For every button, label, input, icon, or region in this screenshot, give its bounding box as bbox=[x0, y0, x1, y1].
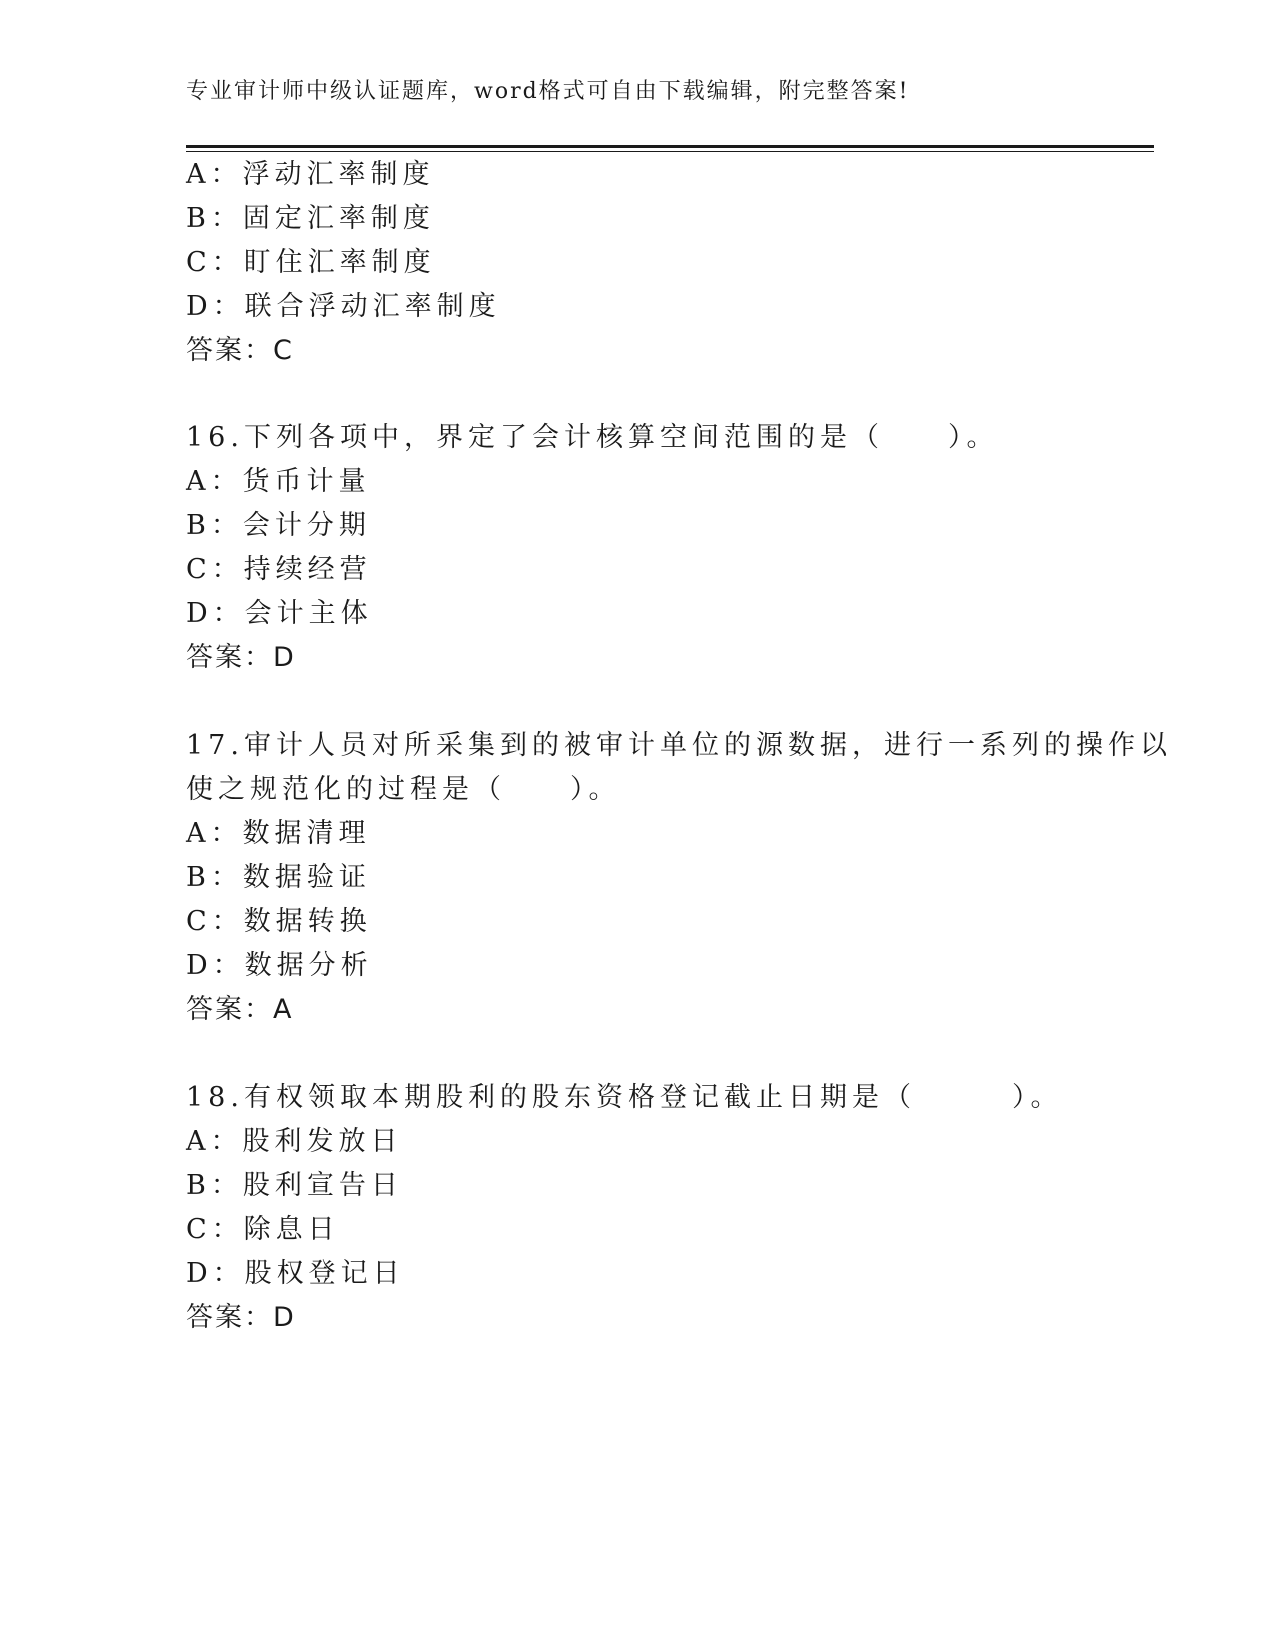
question-stem: 17.审计人员对所采集到的被审计单位的源数据，进行一系列的操作以 bbox=[186, 730, 1172, 761]
option-d: D：会计主体 bbox=[186, 598, 373, 629]
option-c: C：盯住汇率制度 bbox=[186, 247, 436, 278]
header-rule-thin bbox=[186, 151, 1154, 152]
question-stem-continued: 使之规范化的过程是（ ）。 bbox=[186, 774, 621, 805]
option-b: B：数据验证 bbox=[186, 862, 371, 893]
page-header: 专业审计师中级认证题库，word格式可自由下载编辑，附完整答案! bbox=[186, 79, 910, 104]
option-a: A：货币计量 bbox=[186, 466, 371, 497]
option-b: B：股利宣告日 bbox=[186, 1170, 403, 1201]
answer: 答案：D bbox=[186, 1302, 296, 1333]
option-a: A：数据清理 bbox=[186, 818, 371, 849]
question-stem: 18.有权领取本期股利的股东资格登记截止日期是（ ）。 bbox=[186, 1082, 1063, 1113]
option-c: C：数据转换 bbox=[186, 906, 372, 937]
answer: 答案：D bbox=[186, 642, 296, 673]
option-a: A：浮动汇率制度 bbox=[186, 159, 435, 190]
option-d: D：联合浮动汇率制度 bbox=[186, 291, 501, 322]
option-c: C：除息日 bbox=[186, 1214, 340, 1245]
option-d: D：数据分析 bbox=[186, 950, 373, 981]
answer: 答案：A bbox=[186, 994, 294, 1025]
option-a: A：股利发放日 bbox=[186, 1126, 403, 1157]
option-b: B：会计分期 bbox=[186, 510, 371, 541]
header-rule-thick bbox=[186, 145, 1154, 148]
option-d: D：股权登记日 bbox=[186, 1258, 405, 1289]
option-b: B：固定汇率制度 bbox=[186, 203, 435, 234]
answer: 答案：C bbox=[186, 335, 294, 366]
option-c: C：持续经营 bbox=[186, 554, 372, 585]
question-stem: 16.下列各项中，界定了会计核算空间范围的是（ ）。 bbox=[186, 422, 999, 453]
